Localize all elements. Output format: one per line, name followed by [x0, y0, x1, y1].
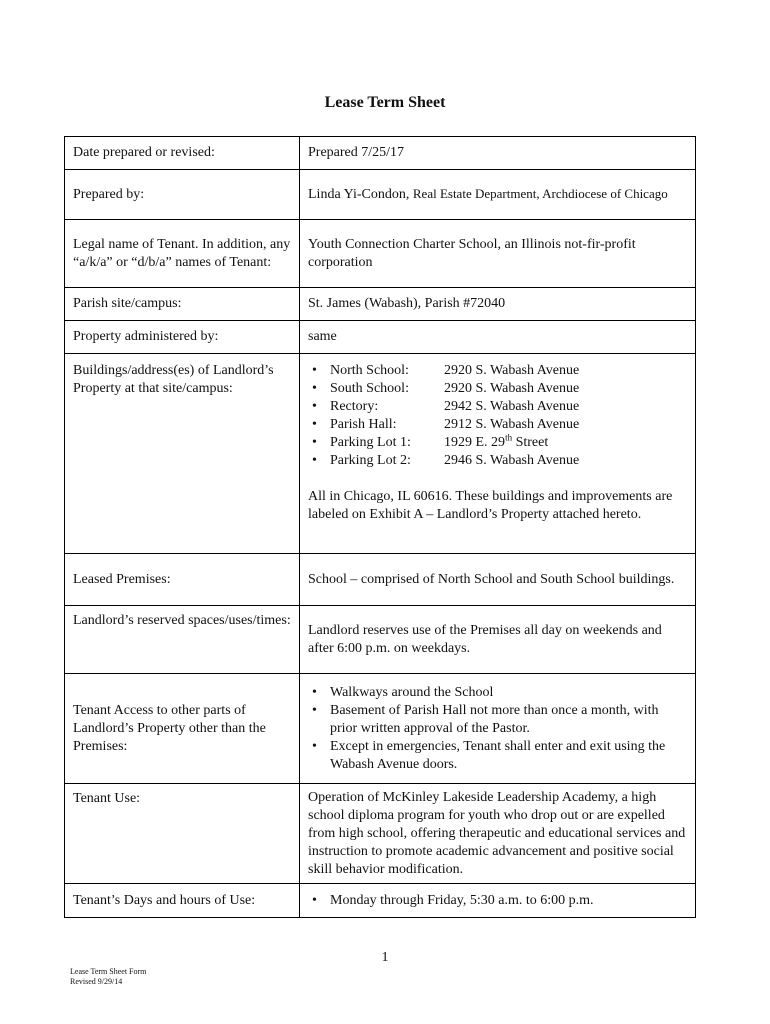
list-item: • Monday through Friday, 5:30 a.m. to 6:00 p.m.: [330, 892, 687, 910]
row-property-admin: [65, 321, 696, 354]
building-address: 2946 S. Wabash Avenue: [444, 453, 580, 468]
building-address: 2920 S. Wabash Avenue: [444, 363, 580, 378]
row-days: [65, 884, 696, 918]
row-reserved: [65, 606, 696, 674]
page-number: 1: [381, 950, 389, 965]
label-prepared-by: Prepared by:: [65, 170, 300, 220]
label-use: Tenant Use:: [65, 784, 300, 884]
value-use: Operation of McKinley Lakeside Leadership Academy, a high school diploma program for youth who drop out or are expelled from high school, offering therapeutic and educational services and instruction to promote academic advancement and positive social skill behavior modification.: [300, 784, 696, 884]
row-access: [65, 674, 696, 784]
list-item: [330, 434, 687, 452]
row-parish-site: [65, 288, 696, 321]
label-parish-site: Parish site/campus:: [65, 288, 300, 321]
footer: [70, 967, 146, 987]
list-item: [330, 416, 687, 434]
list-item: • Basement of Parish Hall not more than once a month, with prior written approval of the Pastor.: [330, 702, 687, 738]
preparer-department: Real Estate Department, Archdiocese of Chicago: [412, 186, 668, 201]
row-legal-name: [65, 220, 696, 288]
value-prepared-by: [300, 170, 696, 220]
row-date: [65, 137, 696, 170]
footer-revision: Revised 9/29/14: [70, 977, 123, 986]
list-item: [330, 362, 687, 380]
days-list: [308, 892, 687, 910]
value-parish-site: St. James (Wabash), Parish #72040: [300, 288, 696, 321]
building-name: South School:: [330, 381, 409, 396]
label-days: Tenant’s Days and hours of Use:: [65, 884, 300, 918]
label-property-admin: Property administered by:: [65, 321, 300, 354]
building-name: Parish Hall:: [330, 417, 397, 432]
row-buildings: [65, 354, 696, 554]
preparer-name: Linda Yi-Condon,: [308, 187, 413, 202]
list-item: [330, 452, 687, 470]
buildings-note: All in Chicago, IL 60616. These buildings and improvements are labeled on Exhibit A – Landlord’s Property attached hereto.: [308, 489, 673, 522]
row-use: [65, 784, 696, 884]
label-date: Date prepared or revised:: [65, 137, 300, 170]
row-leased-premises: [65, 554, 696, 606]
list-item: • Except in emergencies, Tenant shall enter and exit using the Wabash Avenue doors.: [330, 738, 687, 774]
lease-terms-table: [64, 136, 696, 918]
value-leased-premises: School – comprised of North School and South School buildings.: [300, 554, 696, 606]
building-name: Rectory:: [330, 399, 379, 414]
list-item: • Walkways around the School: [330, 684, 687, 702]
address-main: 1929 E. 29: [444, 435, 506, 450]
value-days: [300, 884, 696, 918]
value-date: Prepared 7/25/17: [300, 137, 696, 170]
label-leased-premises: Leased Premises:: [65, 554, 300, 606]
building-name: Parking Lot 1:: [330, 435, 411, 450]
building-address: 2942 S. Wabash Avenue: [444, 399, 580, 414]
value-access: [300, 674, 696, 784]
value-legal-name: Youth Connection Charter School, an Illinois not-fir-profit corporation: [300, 220, 696, 288]
label-buildings: Buildings/address(es) of Landlord’s Property at that site/campus:: [65, 354, 300, 554]
label-reserved: Landlord’s reserved spaces/uses/times:: [65, 606, 300, 674]
building-address: [444, 432, 549, 450]
building-address: 2912 S. Wabash Avenue: [444, 417, 580, 432]
ordinal-suffix: th: [505, 432, 513, 443]
buildings-list: [308, 362, 687, 470]
building-name: Parking Lot 2:: [330, 453, 411, 468]
label-legal-name: Legal name of Tenant. In addition, any “a/k/a” or “d/b/a” names of Tenant:: [65, 220, 300, 288]
value-buildings: [300, 354, 696, 554]
list-item: [330, 398, 687, 416]
list-item: [330, 380, 687, 398]
access-list: [308, 684, 687, 774]
label-access: Tenant Access to other parts of Landlord’s Property other than the Premises:: [65, 674, 300, 784]
row-prepared-by: [65, 170, 696, 220]
footer-form-name: Lease Term Sheet Form: [70, 967, 147, 976]
value-property-admin: same: [300, 321, 696, 354]
building-address: 2920 S. Wabash Avenue: [444, 381, 580, 396]
document-title: Lease Term Sheet: [324, 94, 446, 111]
building-name: North School:: [330, 363, 409, 378]
value-reserved: Landlord reserves use of the Premises all day on weekends and after 6:00 p.m. on weekdays.: [300, 606, 696, 674]
address-street: Street: [512, 435, 549, 450]
